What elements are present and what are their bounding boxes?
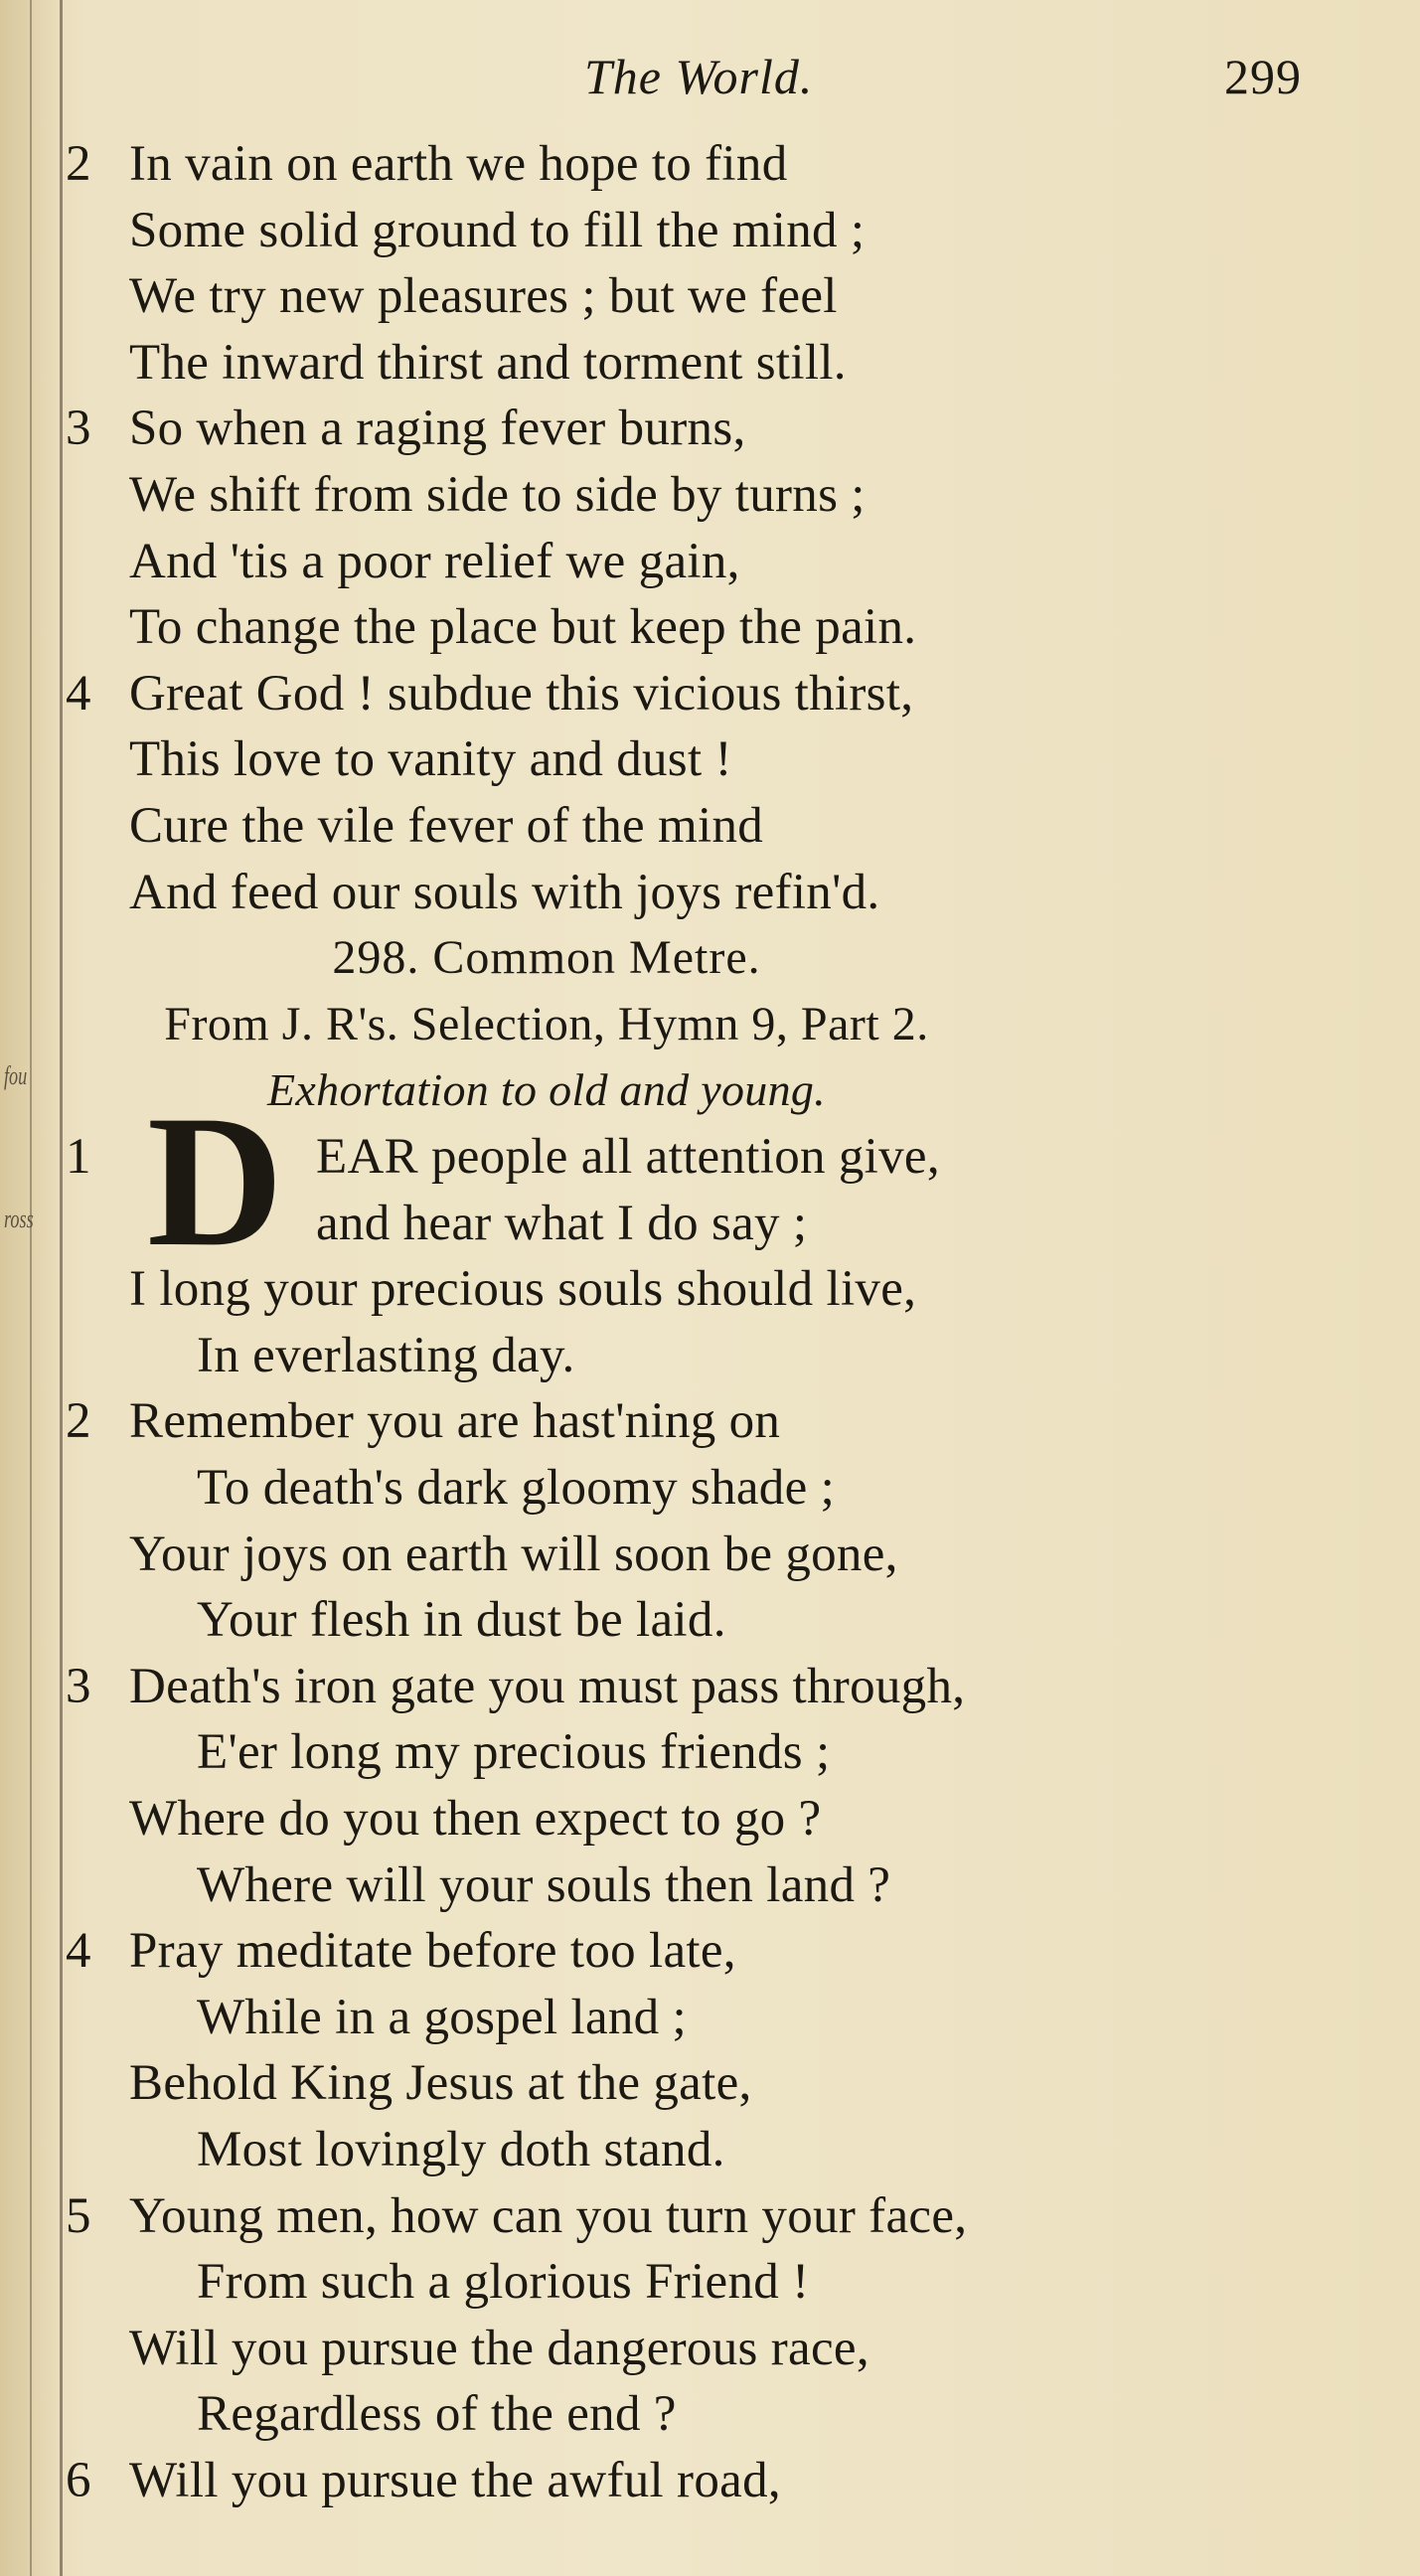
- verse-line: [0, 661, 1420, 726]
- verse-line: [0, 1323, 1420, 1388]
- verse-line: [0, 2183, 1420, 2249]
- stanza-number: 5: [66, 2187, 91, 2244]
- verse-line-text: And feed our souls with joys refin'd.: [129, 864, 880, 920]
- verse-line-text: From such a glorious Friend !: [197, 2254, 810, 2311]
- stanza-number: 4: [66, 1923, 91, 1980]
- drop-cap: D: [147, 1077, 284, 1286]
- verse-line: [0, 2117, 1420, 2182]
- verse-line-text: This love to vanity and dust !: [129, 731, 732, 788]
- verse-line-text: To change the place but keep the pain.: [129, 599, 917, 656]
- verse-line: [0, 131, 1420, 197]
- verse-line: [0, 1719, 1420, 1785]
- verse-line: [0, 2381, 1420, 2447]
- margin-fragment: fou: [4, 1061, 28, 1090]
- verse-line-text: and hear what I do say ;: [316, 1195, 808, 1251]
- verse-line: [0, 1587, 1420, 1653]
- verse-line-text: Death's iron gate you must pass through,: [129, 1658, 966, 1714]
- stanza-number: 2: [66, 136, 91, 192]
- running-title: The World.: [584, 49, 814, 104]
- verse-line: [0, 1191, 1420, 1256]
- verse-line: [0, 2316, 1420, 2381]
- verse-line-text: Young men, how can you turn your face,: [129, 2187, 968, 2244]
- verse-line-text: Your joys on earth will soon be gone,: [129, 1526, 898, 1582]
- verse-line: [0, 1455, 1420, 1521]
- verse-line-text: We try new pleasures ; but we feel: [129, 268, 838, 325]
- verse-line: [0, 198, 1420, 263]
- verse-line: [0, 1522, 1420, 1587]
- verse-line: [0, 793, 1420, 859]
- verse-line-text: So when a raging fever burns,: [129, 401, 746, 457]
- verse-line: [0, 330, 1420, 396]
- hymn-source: [0, 992, 1420, 1057]
- hymn-source-text: From J. R's. Selection, Hymn 9, Part 2.: [164, 997, 929, 1050]
- verse-line: [0, 396, 1420, 461]
- verse-line-text: To death's dark gloomy shade ;: [197, 1460, 836, 1516]
- page-header: [0, 40, 1420, 119]
- verse-line-text: Regardless of the end ?: [197, 2386, 677, 2443]
- page-number: 299: [1224, 49, 1302, 104]
- verse-line-text: Will you pursue the dangerous race,: [129, 2320, 869, 2376]
- verse-line: [0, 462, 1420, 528]
- verse-line-text: Where will your souls then land ?: [197, 1856, 891, 1913]
- verse-line-text: Great God ! subdue this vicious thirst,: [129, 665, 914, 722]
- verse-line: [0, 1256, 1420, 1322]
- verse-line: [0, 726, 1420, 792]
- verse-line: [0, 263, 1420, 329]
- verse-line-text: We shift from side to side by turns ;: [129, 467, 866, 523]
- stanza-number: 4: [66, 665, 91, 722]
- hymn-subject: [0, 1057, 1420, 1123]
- hymn-title: 298. Common Metre.: [332, 931, 761, 985]
- stanza-number: 6: [66, 2453, 91, 2508]
- stanza-number: 3: [66, 1658, 91, 1714]
- margin-fragment: ross: [4, 1205, 34, 1233]
- hymn-subject-text: Exhortation to old and young.: [267, 1064, 826, 1116]
- verse-line: [0, 1985, 1420, 2050]
- verse-line-text: Pray meditate before too late,: [129, 1923, 736, 1980]
- verse-line: [0, 1852, 1420, 1918]
- verse-line: [0, 1388, 1420, 1454]
- verse-line: [0, 1124, 1420, 1190]
- verse-line-text: E'er long my precious friends ;: [197, 1724, 831, 1781]
- verse-line-text: I long your precious souls should live,: [129, 1261, 917, 1318]
- verse-line-text: Where do you then expect to go ?: [129, 1791, 822, 1847]
- verse-line: [0, 594, 1420, 660]
- verse-line: [0, 1654, 1420, 1719]
- verse-line: [0, 1918, 1420, 1984]
- verse-line-text: Remember you are hast'ning on: [129, 1393, 781, 1450]
- verse-line-text: The inward thirst and torment still.: [129, 334, 847, 391]
- verse-line-text: Behold King Jesus at the gate,: [129, 2055, 752, 2112]
- stanza-number: 1: [66, 1129, 91, 1185]
- verse-line: [0, 860, 1420, 925]
- verse-line-text: Will you pursue the awful road,: [129, 2453, 781, 2508]
- verse-line: [0, 1786, 1420, 1852]
- verse-line-text: And 'tis a poor relief we gain,: [129, 533, 740, 589]
- stanza-number: 3: [66, 401, 91, 457]
- stanza-number: 2: [66, 1393, 91, 1450]
- verse-line-text: In everlasting day.: [197, 1327, 575, 1383]
- verse-line-text: Most lovingly doth stand.: [197, 2122, 725, 2177]
- verse-line-text: EAR people all attention give,: [316, 1129, 940, 1185]
- verse-line: [0, 2448, 1420, 2513]
- verse-line-text: While in a gospel land ;: [197, 1989, 687, 2045]
- verse-line: [0, 2050, 1420, 2116]
- verse-line-text: Cure the vile fever of the mind: [129, 798, 764, 854]
- verse-line: [0, 529, 1420, 594]
- verse-line: [0, 2249, 1420, 2315]
- verse-line-text: In vain on earth we hope to find: [129, 136, 788, 192]
- verse-line-text: Your flesh in dust be laid.: [197, 1592, 726, 1649]
- verse-line-text: Some solid ground to fill the mind ;: [129, 202, 866, 258]
- hymn-heading: [0, 925, 1420, 991]
